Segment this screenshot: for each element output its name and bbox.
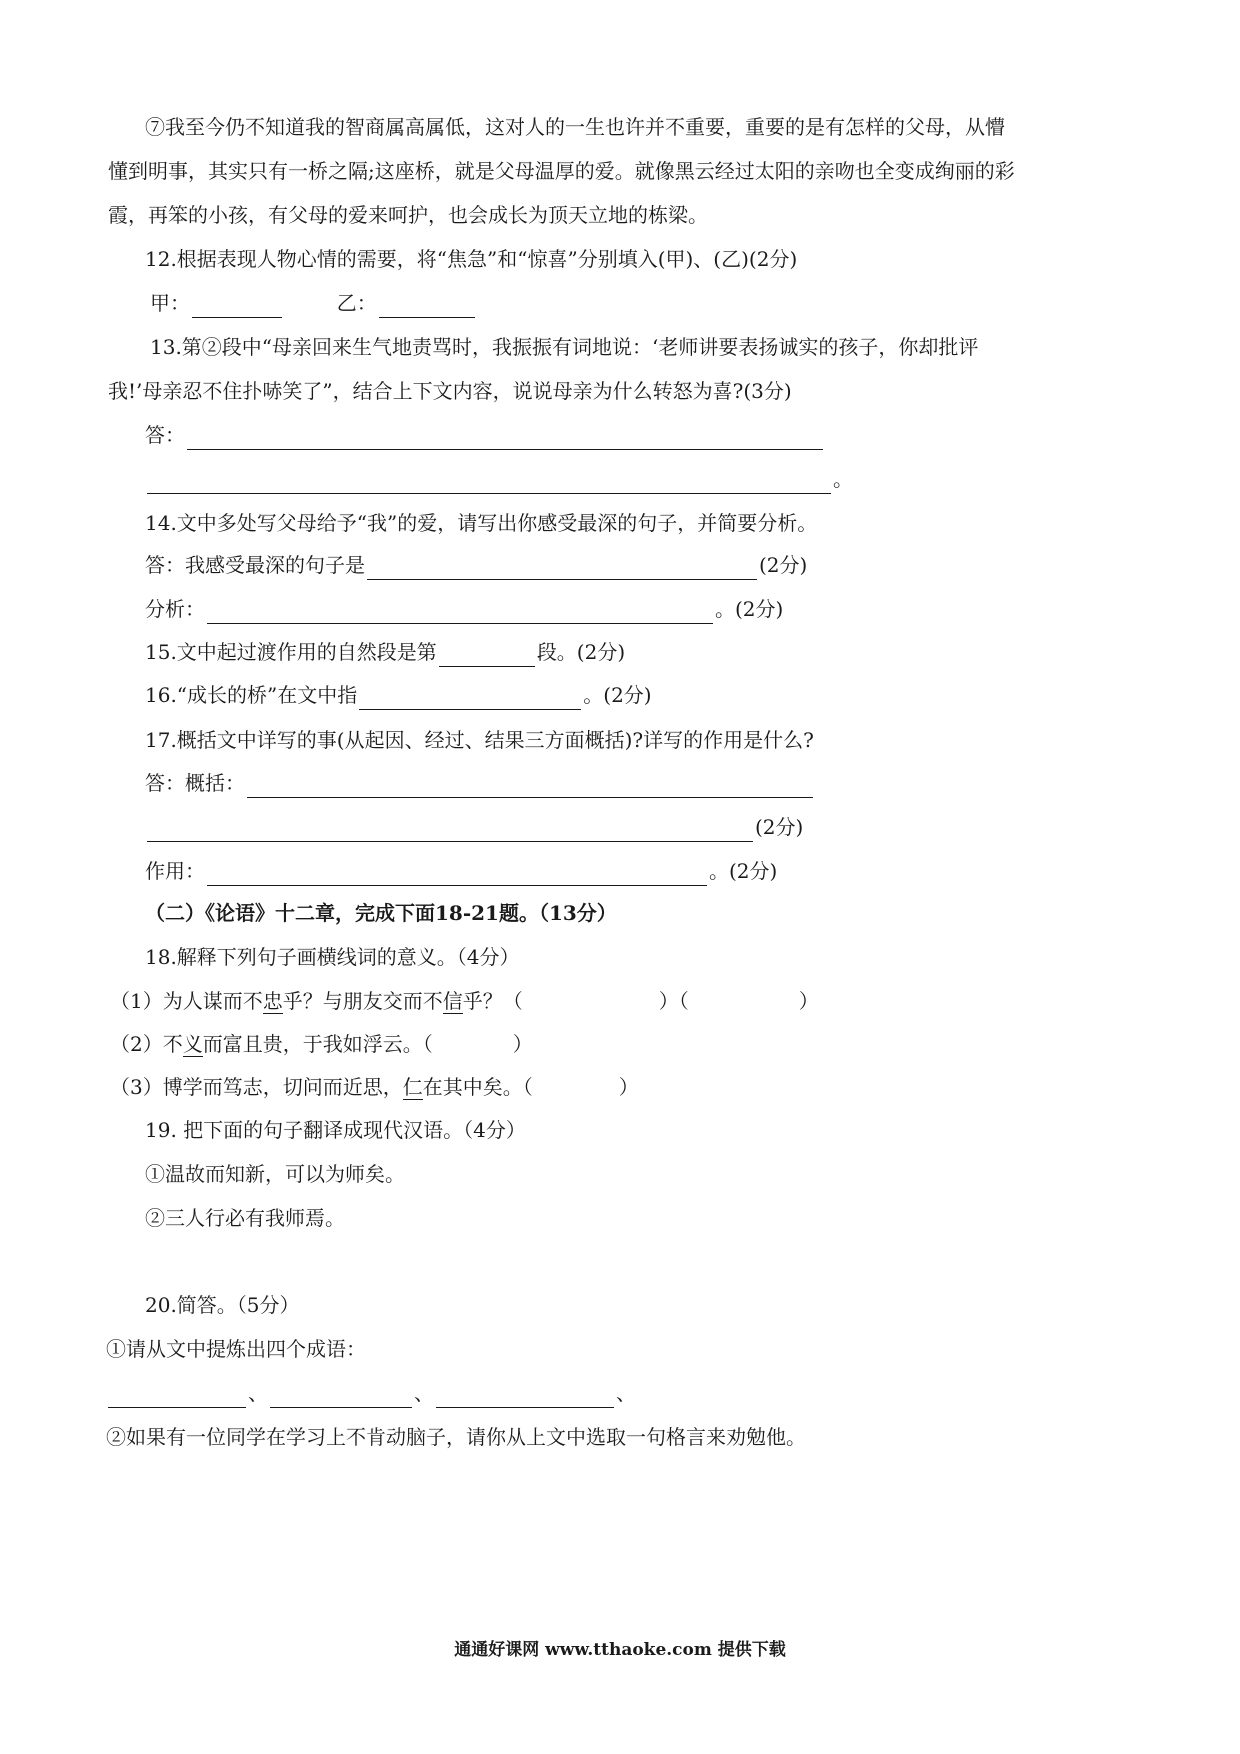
q18-item1-part-c: 乎？（	[462, 989, 523, 1013]
q15-row	[145, 637, 625, 667]
q12-answers	[150, 288, 477, 318]
q13-line2: 我!’母亲忍不住扑哧笑了”，结合上下文内容，说说母亲为什么转怒为喜?(3分)	[108, 379, 792, 403]
q18-item1-underlined-2: 信	[442, 989, 463, 1013]
q20-idiom-blank-1[interactable]	[108, 1385, 246, 1408]
q12-jia-label: 甲：	[150, 291, 190, 315]
q14-answer-row	[145, 550, 807, 580]
q13-line1: 13.第②段中“母亲回来生气地责骂时，我振振有词地说：‘老师讲要表扬诚实的孩子，你却批评	[150, 335, 979, 359]
q20-sep-2: 、	[414, 1381, 434, 1405]
q14-analysis-blank[interactable]	[207, 601, 713, 624]
q16-blank[interactable]	[359, 687, 581, 710]
q13-answer-label: 答：	[145, 423, 185, 447]
para7-line3: 霞，再笨的小孩，有父母的爱来呵护，也会成长为顶天立地的栋梁。	[108, 203, 708, 227]
q20-sep-1: 、	[248, 1381, 268, 1405]
q18-item3	[110, 1072, 639, 1102]
q13-answer-row-2	[145, 464, 853, 494]
q14-analysis-row	[145, 594, 783, 624]
q14-score1: (2分)	[759, 553, 808, 577]
q18-item2-part-a: （2）不	[110, 1032, 183, 1056]
q17-text: 17.概括文中详写的事(从起因、经过、结果三方面概括)?详写的作用是什么?	[145, 728, 814, 752]
q15-suffix: 段。(2分)	[536, 640, 626, 664]
q18-item2	[110, 1029, 533, 1059]
section2-heading: （二）《论语》十二章，完成下面18-21题。（13分）	[145, 901, 617, 925]
q16-suffix: 。(2分)	[583, 683, 652, 707]
q14-text: 14.文中多处写父母给予“我”的爱，请写出你感受最深的句子，并简要分析。	[145, 511, 818, 535]
q16-prefix: 16.“成长的桥”在文中指	[145, 683, 358, 707]
q18-text: 18.解释下列句子画横线词的意义。（4分）	[145, 945, 520, 969]
q14-score2: 。(2分)	[715, 597, 784, 621]
q18-item1-underlined-1: 忠	[262, 989, 283, 1013]
q20-text: 20.简答。（5分）	[145, 1293, 300, 1317]
q14-sentence-blank[interactable]	[367, 557, 757, 580]
q19-text: 19. 把下面的句子翻译成现代汉语。（4分）	[145, 1118, 526, 1142]
q18-item1-part-e: ）	[798, 989, 819, 1013]
q17-effect-label: 作用：	[145, 859, 205, 883]
para7-line2: 懂到明事，其实只有一桥之隔;这座桥，就是父母温厚的爱。就像黑云经过太阳的亲吻也全变成绚丽的彩	[108, 159, 1015, 183]
q13-end-mark: 。	[833, 467, 853, 491]
q12-yi-label: 乙：	[336, 291, 377, 315]
q16-row	[145, 680, 652, 710]
q19-sentence-2: ②三人行必有我师焉。	[145, 1206, 345, 1230]
q17-score1: (2分)	[755, 815, 804, 839]
q17-summary-blank-1[interactable]	[247, 775, 813, 798]
q14-answer-label: 答：我感受最深的句子是	[145, 553, 365, 577]
q18-item2-part-b: 而富且贵，于我如浮云。（	[202, 1032, 433, 1056]
q17-summary-label: 答：概括：	[145, 771, 245, 795]
q17-summary-row-2	[145, 812, 803, 842]
q20-sep-3: 、	[616, 1381, 636, 1405]
q18-item1-part-b: 乎？与朋友交而不	[282, 989, 443, 1013]
q17-score2: 。(2分)	[709, 859, 778, 883]
q17-summary-row	[145, 768, 815, 798]
q18-item3-part-a: （3）博学而笃志，切问而近思，	[110, 1075, 403, 1099]
q12-yi-blank[interactable]	[379, 295, 475, 318]
q18-item1	[110, 986, 819, 1016]
q17-effect-row	[145, 856, 777, 886]
q14-analysis-label: 分析：	[145, 597, 205, 621]
q13-answer-blank-1[interactable]	[187, 427, 823, 450]
q20-idiom-blank-3[interactable]	[436, 1385, 614, 1408]
q19-sentence-1: ①温故而知新，可以为师矣。	[145, 1162, 405, 1186]
q12-text: 12.根据表现人物心情的需要，将“焦急”和“惊喜”分别填入(甲)、(乙)(2分)	[145, 247, 798, 271]
q18-item3-underlined: 仁	[402, 1075, 423, 1099]
q18-item1-part-a: （1）为人谋而不	[110, 989, 263, 1013]
q17-effect-blank[interactable]	[207, 863, 707, 886]
q18-item3-part-b: 在其中矣。（	[422, 1075, 533, 1099]
page-footer: 通通好课网 www.tthaoke.com 提供下载	[454, 1640, 786, 1660]
q18-item2-part-c: ）	[512, 1032, 533, 1056]
para7-line1: ⑦我至今仍不知道我的智商属高属低，这对人的一生也许并不重要，重要的是有怎样的父母，从懵	[145, 115, 1005, 139]
q20-sub-2: ②如果有一位同学在学习上不肯动脑子，请你从上文中选取一句格言来劝勉他。	[106, 1425, 806, 1449]
q17-summary-blank-2[interactable]	[147, 819, 753, 842]
q15-prefix: 15.文中起过渡作用的自然段是第	[145, 640, 437, 664]
q20-idiom-blank-2[interactable]	[270, 1385, 412, 1408]
q18-item2-underlined: 义	[182, 1032, 203, 1056]
q12-jia-blank[interactable]	[192, 295, 282, 318]
q13-answer-row	[145, 420, 825, 450]
q18-item1-part-d: ）（	[658, 989, 689, 1013]
q18-item3-part-c: ）	[618, 1075, 639, 1099]
q20-idiom-row	[106, 1378, 636, 1408]
q13-answer-blank-2[interactable]	[147, 471, 831, 494]
q15-blank[interactable]	[439, 644, 535, 667]
q20-sub-1: ①请从文中提炼出四个成语：	[106, 1337, 366, 1361]
